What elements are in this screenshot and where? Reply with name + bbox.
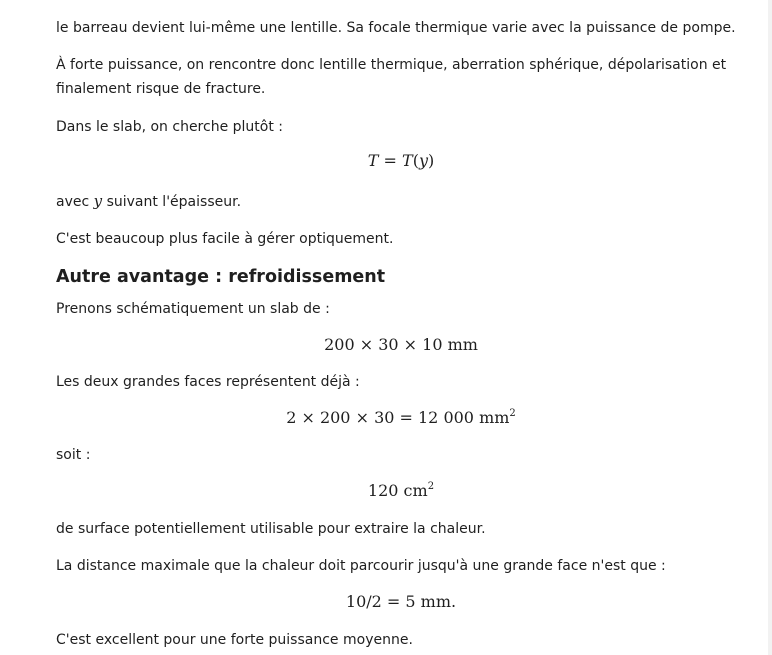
equation-temperature-profile: T = T(y) (367, 151, 435, 170)
paragraph-thermal-lens: le barreau devient lui-même une lentille. Sa focale thermique varie avec la puissance de pompe. (56, 20, 736, 36)
equation-face-area-mm: 2 × 200 × 30 = 12 000 $mm^2$ (286, 408, 516, 427)
equation-face-area-cm: 120 $cm^2$ (367, 481, 435, 500)
paragraph-max-distance: La distance maximale que la chaleur doit parcourir jusqu'à une grande face n'est que : (56, 558, 666, 574)
section-heading-cooling: Autre avantage : refroidissement (56, 267, 386, 287)
paragraph-high-power-effects: À forte puissance, on rencontre donc lentille thermique, aberration sphérique, dépolarisation et finalement risque de fracture. (56, 57, 727, 97)
paragraph-soit: soit : (56, 447, 91, 463)
paragraph-large-faces: Les deux grandes faces représentent déjà : (56, 374, 360, 390)
paragraph-slab-dimensions-intro: Prenons schématiquement un slab de : (56, 301, 330, 317)
paragraph-slab-intro: Dans le slab, on cherche plutôt : (56, 119, 283, 135)
paragraph-heat-extraction: de surface potentiellement utilisable pour extraire la chaleur. (56, 521, 486, 537)
equation-slab-dimensions: 200 × 30 × 10 mm (324, 335, 478, 354)
paragraph-conclusion: C'est excellent pour une forte puissance moyenne. (56, 632, 413, 648)
paragraph-easier-optics: C'est beaucoup plus facile à gérer optiquement. (56, 231, 394, 247)
paragraph-thickness-variable: avec y suivant l'épaisseur. (56, 192, 242, 210)
scrollbar-track[interactable] (768, 0, 772, 655)
equation-half-thickness: 10/2 = 5 mm. (345, 592, 457, 611)
